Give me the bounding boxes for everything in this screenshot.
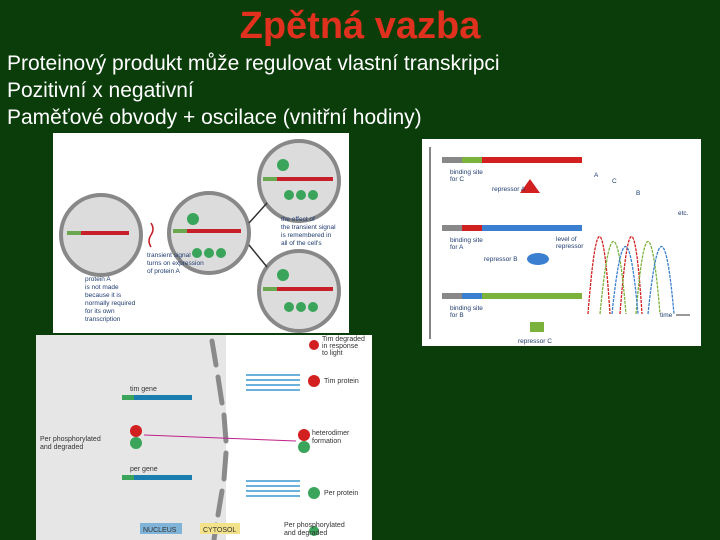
binding-site-c	[462, 157, 482, 163]
nucleus-label: NUCLEUS	[143, 527, 177, 534]
protein-icon	[284, 302, 294, 312]
tim-protein-icon	[130, 425, 142, 437]
per-gene-bar	[132, 475, 192, 480]
oscillator-figure	[422, 139, 701, 346]
curve-label-a: A	[594, 172, 599, 179]
memory-diagram	[53, 133, 349, 333]
protein-icon	[296, 302, 306, 312]
clock-diagram	[36, 335, 372, 540]
curve-c	[600, 242, 660, 315]
protein-icon	[308, 302, 318, 312]
protein-icon	[204, 248, 214, 258]
per-gene-label: per gene	[130, 466, 158, 473]
binding-site	[263, 177, 277, 181]
binding-site	[67, 231, 81, 235]
binding-site	[122, 475, 134, 480]
arrow-icon	[249, 203, 267, 223]
binding-site	[442, 293, 462, 299]
arrow-icon	[249, 245, 267, 267]
binding-site-b	[462, 293, 482, 299]
slide-title: Zpětná vazba	[239, 5, 481, 47]
repressor-c-label: repressor C	[518, 338, 552, 345]
clock-figure	[36, 335, 372, 540]
oscillator-diagram	[422, 139, 701, 346]
repressor-c-icon	[530, 322, 544, 332]
bullet-item: Paměťové obvody + oscilace (vnitřní hodiny)	[7, 106, 422, 129]
tim-gene-label: tim gene	[130, 386, 157, 393]
per-protein-icon	[308, 487, 320, 499]
tim-protein-icon	[309, 340, 319, 350]
curve-label-c: C	[612, 178, 617, 185]
binding-site	[442, 225, 462, 231]
protein-icon	[187, 213, 199, 225]
repressor-a-label: repressor A	[492, 186, 526, 193]
mrna-lines	[246, 375, 300, 496]
bullet-list	[7, 50, 500, 131]
protein-icon	[296, 190, 306, 200]
protein-icon	[216, 248, 226, 258]
effect-label: the effect of the transient signal is remembered in all of the cell's	[281, 216, 336, 247]
protein-icon	[192, 248, 202, 258]
signal-label: transient signal turns on expression of protein A	[147, 252, 204, 275]
tim-protein-icon	[298, 429, 310, 441]
protein-icon	[277, 269, 289, 281]
protein-icon	[277, 159, 289, 171]
level-label: level of repressor	[556, 236, 584, 250]
tim-protein-icon	[308, 375, 320, 387]
time-label: time	[660, 312, 673, 319]
per-protein-icon	[130, 437, 142, 449]
repressor-b-icon	[527, 253, 549, 265]
binding-c-label: binding site for C	[450, 169, 483, 183]
binding-site	[173, 229, 187, 233]
binding-site	[122, 395, 134, 400]
curve-label-etc: etc.	[678, 210, 689, 217]
per-phos-left-label: Per phosphorylated and degraded	[40, 436, 101, 451]
repressor-b-label: repressor B	[484, 256, 518, 263]
bullet-item: Proteinový produkt může regulovat vlastní transkripci	[7, 52, 500, 75]
protein-icon	[284, 190, 294, 200]
tim-gene-bar	[132, 395, 192, 400]
tim-protein-label: Tim protein	[324, 378, 359, 385]
bullet-item: Pozitivní x negativní	[7, 79, 194, 102]
not-made-label: protein A is not made because it is normally required for its own transcription	[85, 276, 136, 323]
per-protein-icon	[298, 441, 310, 453]
per-protein-label: Per protein	[324, 490, 359, 497]
heterodimer-label: heterodimer formation	[312, 430, 350, 445]
curve-label-b: B	[636, 190, 641, 197]
protein-icon	[308, 190, 318, 200]
binding-site	[263, 287, 277, 291]
cytosol-label: CYTOSOL	[203, 527, 237, 534]
tim-degraded-label: Tim degraded in response to light	[322, 336, 365, 357]
binding-a-label: binding site for A	[450, 237, 483, 251]
per-phos-bottom-label: Per phosphorylated and degraded	[284, 522, 345, 537]
binding-b-label: binding site for B	[450, 305, 483, 319]
binding-site	[442, 157, 462, 163]
signal-squiggle	[149, 223, 153, 247]
memory-figure	[53, 133, 349, 333]
binding-site-a	[462, 225, 482, 231]
